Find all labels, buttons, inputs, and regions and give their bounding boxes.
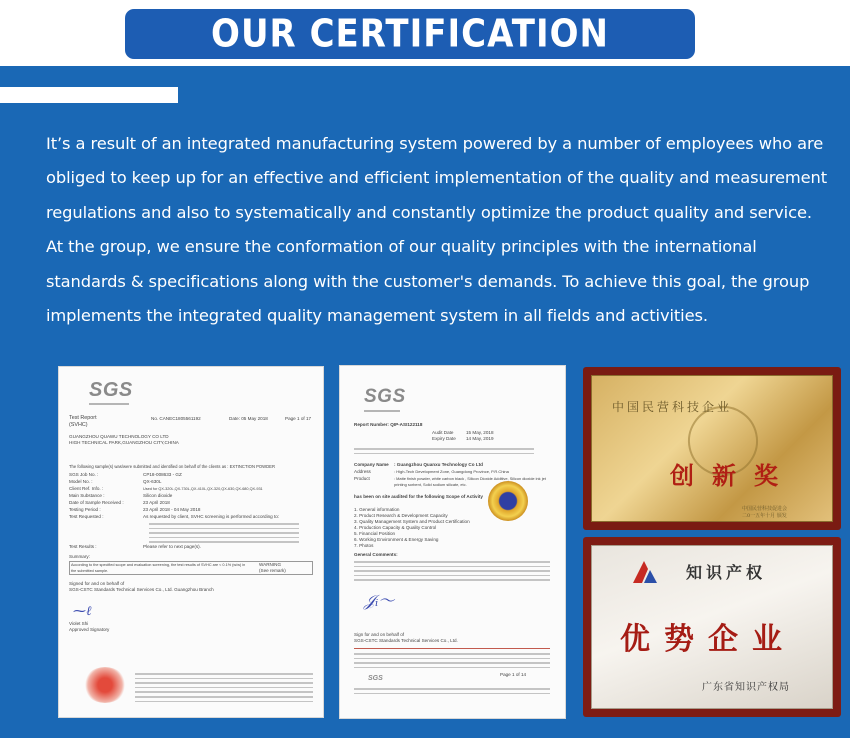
address-label: Address xyxy=(354,469,371,474)
product-value: : Matte finish powder, white carbon black , Silicon Dioxide Additive, Silicon dioxide ink jet printing sorbent, Solid sodium silicate, etc. xyxy=(394,476,546,487)
plaque-header: 中国民营科技企业 xyxy=(612,400,733,414)
sgs-footer-logo: SGS xyxy=(368,675,383,682)
title-banner xyxy=(125,9,695,59)
field-label: Model No. : xyxy=(69,479,93,484)
plaque-issuer: 中国民营科技促进会 xyxy=(742,506,788,512)
plaque-issuer: 广东省知识产权局 xyxy=(702,682,790,693)
scope-item: 5. Financial Position xyxy=(354,531,396,536)
intro-line: It’s a result of an integrated manufacturing system powered by a number of employees who are xyxy=(46,134,824,153)
field-label: Client Ref. Info. : xyxy=(69,486,104,491)
sgs-audit-report-image xyxy=(340,366,565,718)
fine-print-lines xyxy=(135,673,313,705)
field-label: Test Requested : xyxy=(69,514,104,519)
scope-item: 6. Working Environment & Energy Saving xyxy=(354,537,439,542)
signed-for: Sign for and on behalf of xyxy=(354,632,405,637)
audited-for: has been on site audited for the following Scope of Activity xyxy=(354,494,483,499)
plaque-date: 二0一五年十月 颁发 xyxy=(742,513,787,519)
silver-plate xyxy=(591,545,833,709)
intro-line: At the group, we ensure the conformation of our quality principles with the international xyxy=(46,237,757,257)
field-label: SGS Job No. : xyxy=(69,472,99,477)
signature-mark: 𝒥ᵢ〜 xyxy=(364,591,395,610)
signatory-name: Violet Shi xyxy=(69,621,89,626)
requested-text-lines xyxy=(149,523,299,546)
intro-text xyxy=(46,127,836,333)
summary-label: Summary: xyxy=(69,554,90,559)
scope-item: 1. General information xyxy=(354,507,400,512)
plaque-award-title: 优势企业 xyxy=(620,622,796,657)
innovation-award-plaque xyxy=(583,367,841,530)
signed-org: SGS-CSTC Standards Technical Services Co., Ltd. Guangzhou Branch xyxy=(69,587,214,592)
audit-seal-icon xyxy=(488,481,528,521)
ip-advantage-plaque xyxy=(583,537,841,717)
signed-org: SGS-CSTC Standards Technical Services Co., Ltd. xyxy=(354,638,458,643)
audit-date-label: Audit Date xyxy=(432,430,454,435)
report-title: Test Report xyxy=(69,415,97,421)
sgs-logo: SGS xyxy=(364,386,406,407)
fine-print-lines xyxy=(354,653,550,671)
footer-page: Page 1 of 14 xyxy=(500,672,527,677)
scope-item: 2. Product Research & Development Capacity xyxy=(354,513,448,518)
field-label: Main Substance : xyxy=(69,493,105,498)
field-label: Date of Sample Received : xyxy=(69,500,124,505)
decorative-bar xyxy=(0,87,178,103)
signatory-title: Approved Signatory xyxy=(69,627,110,632)
report-no: No. CANEC1805561192 xyxy=(151,416,201,421)
audit-date: 15 May, 2018 xyxy=(466,430,494,435)
ip-logo-icon xyxy=(630,558,660,586)
sample-note: The following sample(s) was/were submitted and identified on behalf of the clients as : EXTINCTION POWDER xyxy=(69,464,275,469)
company-label: Company Name xyxy=(354,462,389,467)
logo-underline xyxy=(89,403,129,405)
plaque-award-title: 创新奖 xyxy=(670,461,796,490)
gold-plate xyxy=(591,375,833,522)
summary-remark: (See remark) xyxy=(259,568,286,573)
expiry-date: 14 May, 2019 xyxy=(466,436,494,441)
field-value: CP18-008633 - GZ xyxy=(143,472,182,477)
field-value: 23 April 2018 xyxy=(143,500,170,505)
field-label: Test Results : xyxy=(69,544,97,549)
field-value: As requested by client, SVHC screening is performed according to: xyxy=(143,514,280,519)
general-comments: General Comments: xyxy=(354,552,398,557)
address-value: : High-Tech Development Zone, Guangdong Province, P.R.China xyxy=(394,469,509,474)
divider-line xyxy=(354,648,550,649)
field-value: QX-630L xyxy=(143,479,162,484)
sgs-test-report-image xyxy=(59,367,323,717)
signature-mark: ⁓ℓ xyxy=(73,604,92,619)
product-label: Product xyxy=(354,476,370,481)
report-page: Page 1 of 17 xyxy=(285,416,312,421)
intro-line: implements the integrated quality management system in all fields and activities. xyxy=(46,306,708,326)
expiry-label: Expiry Date xyxy=(432,436,456,441)
field-label: Testing Period : xyxy=(69,507,101,512)
intro-lines xyxy=(354,448,534,457)
comment-lines xyxy=(354,561,550,584)
official-stamp xyxy=(83,667,127,703)
logo-underline xyxy=(364,410,400,412)
summary-text: According to the specified scope and evaluation screening, the test results of SVHC are < 0.1% (w/w) in the submitted sample. xyxy=(71,563,246,573)
intro-line: standards & specifications along with the customer's demands. To achieve this goal, the group xyxy=(46,271,810,291)
company-name: : Guangzhou Quanxu Technology Co Ltd xyxy=(394,462,483,467)
audit-report-number: Report Number: QIP-ASI122118 xyxy=(354,422,423,427)
intro-line: regulations and also to systematically and constantly optimize the product quality and service. xyxy=(46,202,812,222)
report-date: Date: 05 May 2018 xyxy=(229,416,268,421)
sgs-logo: SGS xyxy=(89,379,133,401)
summary-result: WARNING xyxy=(259,562,282,567)
report-address: HIGH TECHNICAL PARK,GUANGZHOU CITY,CHINA xyxy=(69,440,179,445)
field-value: 23 April 2018 - 04 May 2018 xyxy=(143,507,201,512)
intro-line: obliged to keep up for an effective and efficient implementation of the quality and measurement xyxy=(46,168,828,188)
field-value: Used for QX-320L,QX-730L,QX-410L,QX-320,QX-630,QX-680,QX-931 xyxy=(143,487,263,491)
field-value: Please refer to next page(s). xyxy=(143,544,201,549)
field-value: Silicon dioxide xyxy=(143,493,173,498)
scope-item: 3. Quality Management System and Product Certification xyxy=(354,519,470,524)
scope-item: 7. Photos xyxy=(354,543,374,548)
report-subtitle: (SVHC) xyxy=(69,422,88,428)
footer-lines xyxy=(354,688,550,697)
page-title: OUR CERTIFICATION xyxy=(211,11,609,57)
signed-for: Signed for and on behalf of xyxy=(69,581,125,586)
report-company: GUANGZHOU QUAWU TECHNOLOGY CO LTD xyxy=(69,434,169,439)
plaque-subtitle: 知识产权 xyxy=(686,563,767,582)
scope-item: 4. Production Capacity & Quality Control xyxy=(354,525,437,530)
